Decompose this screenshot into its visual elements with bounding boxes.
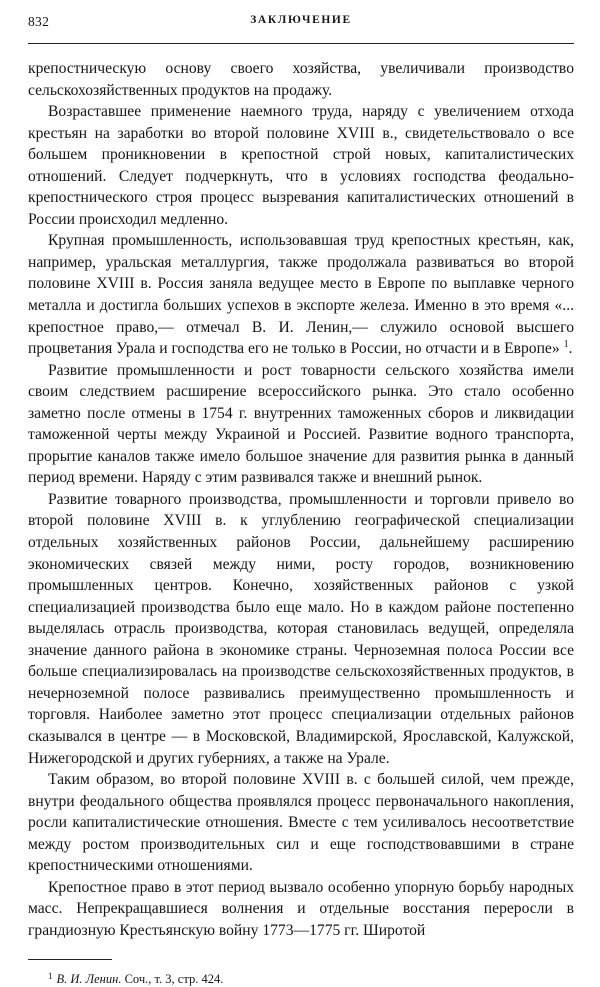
paragraph-3: Крупная промышленность, использовавшая труд крепостных крестьян, как, например, уральская металлургия, также продолжала развиваться во второй половине XVIII в. Россия заняла ведущее место в Европе по выплавке черного металла и достигла больших успехов в экспорте железа. Именно в это время «... крепостное право,— отмечал В. И. Ленин,— служило основой высшего процветания Урала и господства его не только в России, но отчасти и в Европе» $^1$.: [28, 232, 574, 358]
footnote-reference[interactable]: 1: [563, 339, 569, 351]
footnote-divider: [28, 959, 112, 960]
footnote-mark: 1: [48, 971, 53, 982]
paragraph-7: Крепостное право в этот период вызвало особенно упорную борьбу народных масс. Непрекращавшиеся волнения и отдельные восстания переросли в грандиозную Крестьянскую войну 1773—1775 гг. Широтой: [28, 878, 574, 939]
paragraph-6: Таким образом, во второй половине XVIII в. с большей силой, чем прежде, внутри феодального общества проявлялся процесс первоначального накопления, росли капиталистические отношения. Вместе с тем усиливалось несоответствие между ростом производительных сил и еще господствовавшими в стране крепостническими отношениями.: [28, 771, 574, 875]
running-title: ЗАКЛЮЧЕНИЕ: [250, 14, 352, 26]
footnote: [28, 968, 574, 987]
footnote-citation: Соч., т. 3, стр. 424.: [124, 972, 224, 987]
paragraph-2: Возраставшее применение наемного труда, наряду с увеличением отхода крестьян на заработки во второй половине XVIII в., свидетельствовало о все большем проникновении в крепостной строй новых, капиталистических отношений. Следует подчеркнуть, что в условиях господства феодально-крепостнического строя процесс вызревания капиталистических отношений в России происходил медленно.: [28, 103, 574, 228]
book-page: [28, 0, 574, 987]
page-header: [28, 14, 574, 44]
body-text: [28, 58, 574, 941]
paragraph-4: Развитие промышленности и рост товарности сельского хозяйства имели своим следствием расширение всероссийского рынка. Это стало особенно заметно после отмены в 1754 г. внутренних таможенных сборов и ликвидации таможенной черты между Украиной и Россией. Развитие водного транспорта, прорытие каналов также имело большое значение для развития рынка в данный период времени. Наряду с этим развивался также и внешний рынок.: [28, 361, 574, 487]
paragraph-5: Развитие товарного производства, промышленности и торговли привело во второй половине XVIII в. к углублению географической специализации отдельных хозяйственных районов России, дальнейшему расширению экономических связей между ними, росту городов, возникновению промышленных центров. Конечно, хозяйственных районов с узкой специализацией производства было еще мало. Но в каждом районе постепенно выделялась отрасль производства, которая становилась ведущей, определяла значение данного района в экономике страны. Черноземная полоса России все больше специализировалась на производстве сельскохозяйственных продуктов, в нечерноземной полосе развивались преимущественно промышленность и торговля. Наиболее заметно этот процесс специализации отдельных районов сказывался в центре — в Московской, Владимирской, Ярославской, Калужской, Нижегородской и других губерниях, а также на Урале.: [28, 490, 574, 767]
page-number: 832: [28, 14, 50, 29]
footnote-author: В. И. Ленин.: [56, 972, 122, 987]
paragraph-1: крепостническую основу своего хозяйства, увеличивали производство сельскохозяйственных продуктов на продажу.: [28, 60, 574, 99]
